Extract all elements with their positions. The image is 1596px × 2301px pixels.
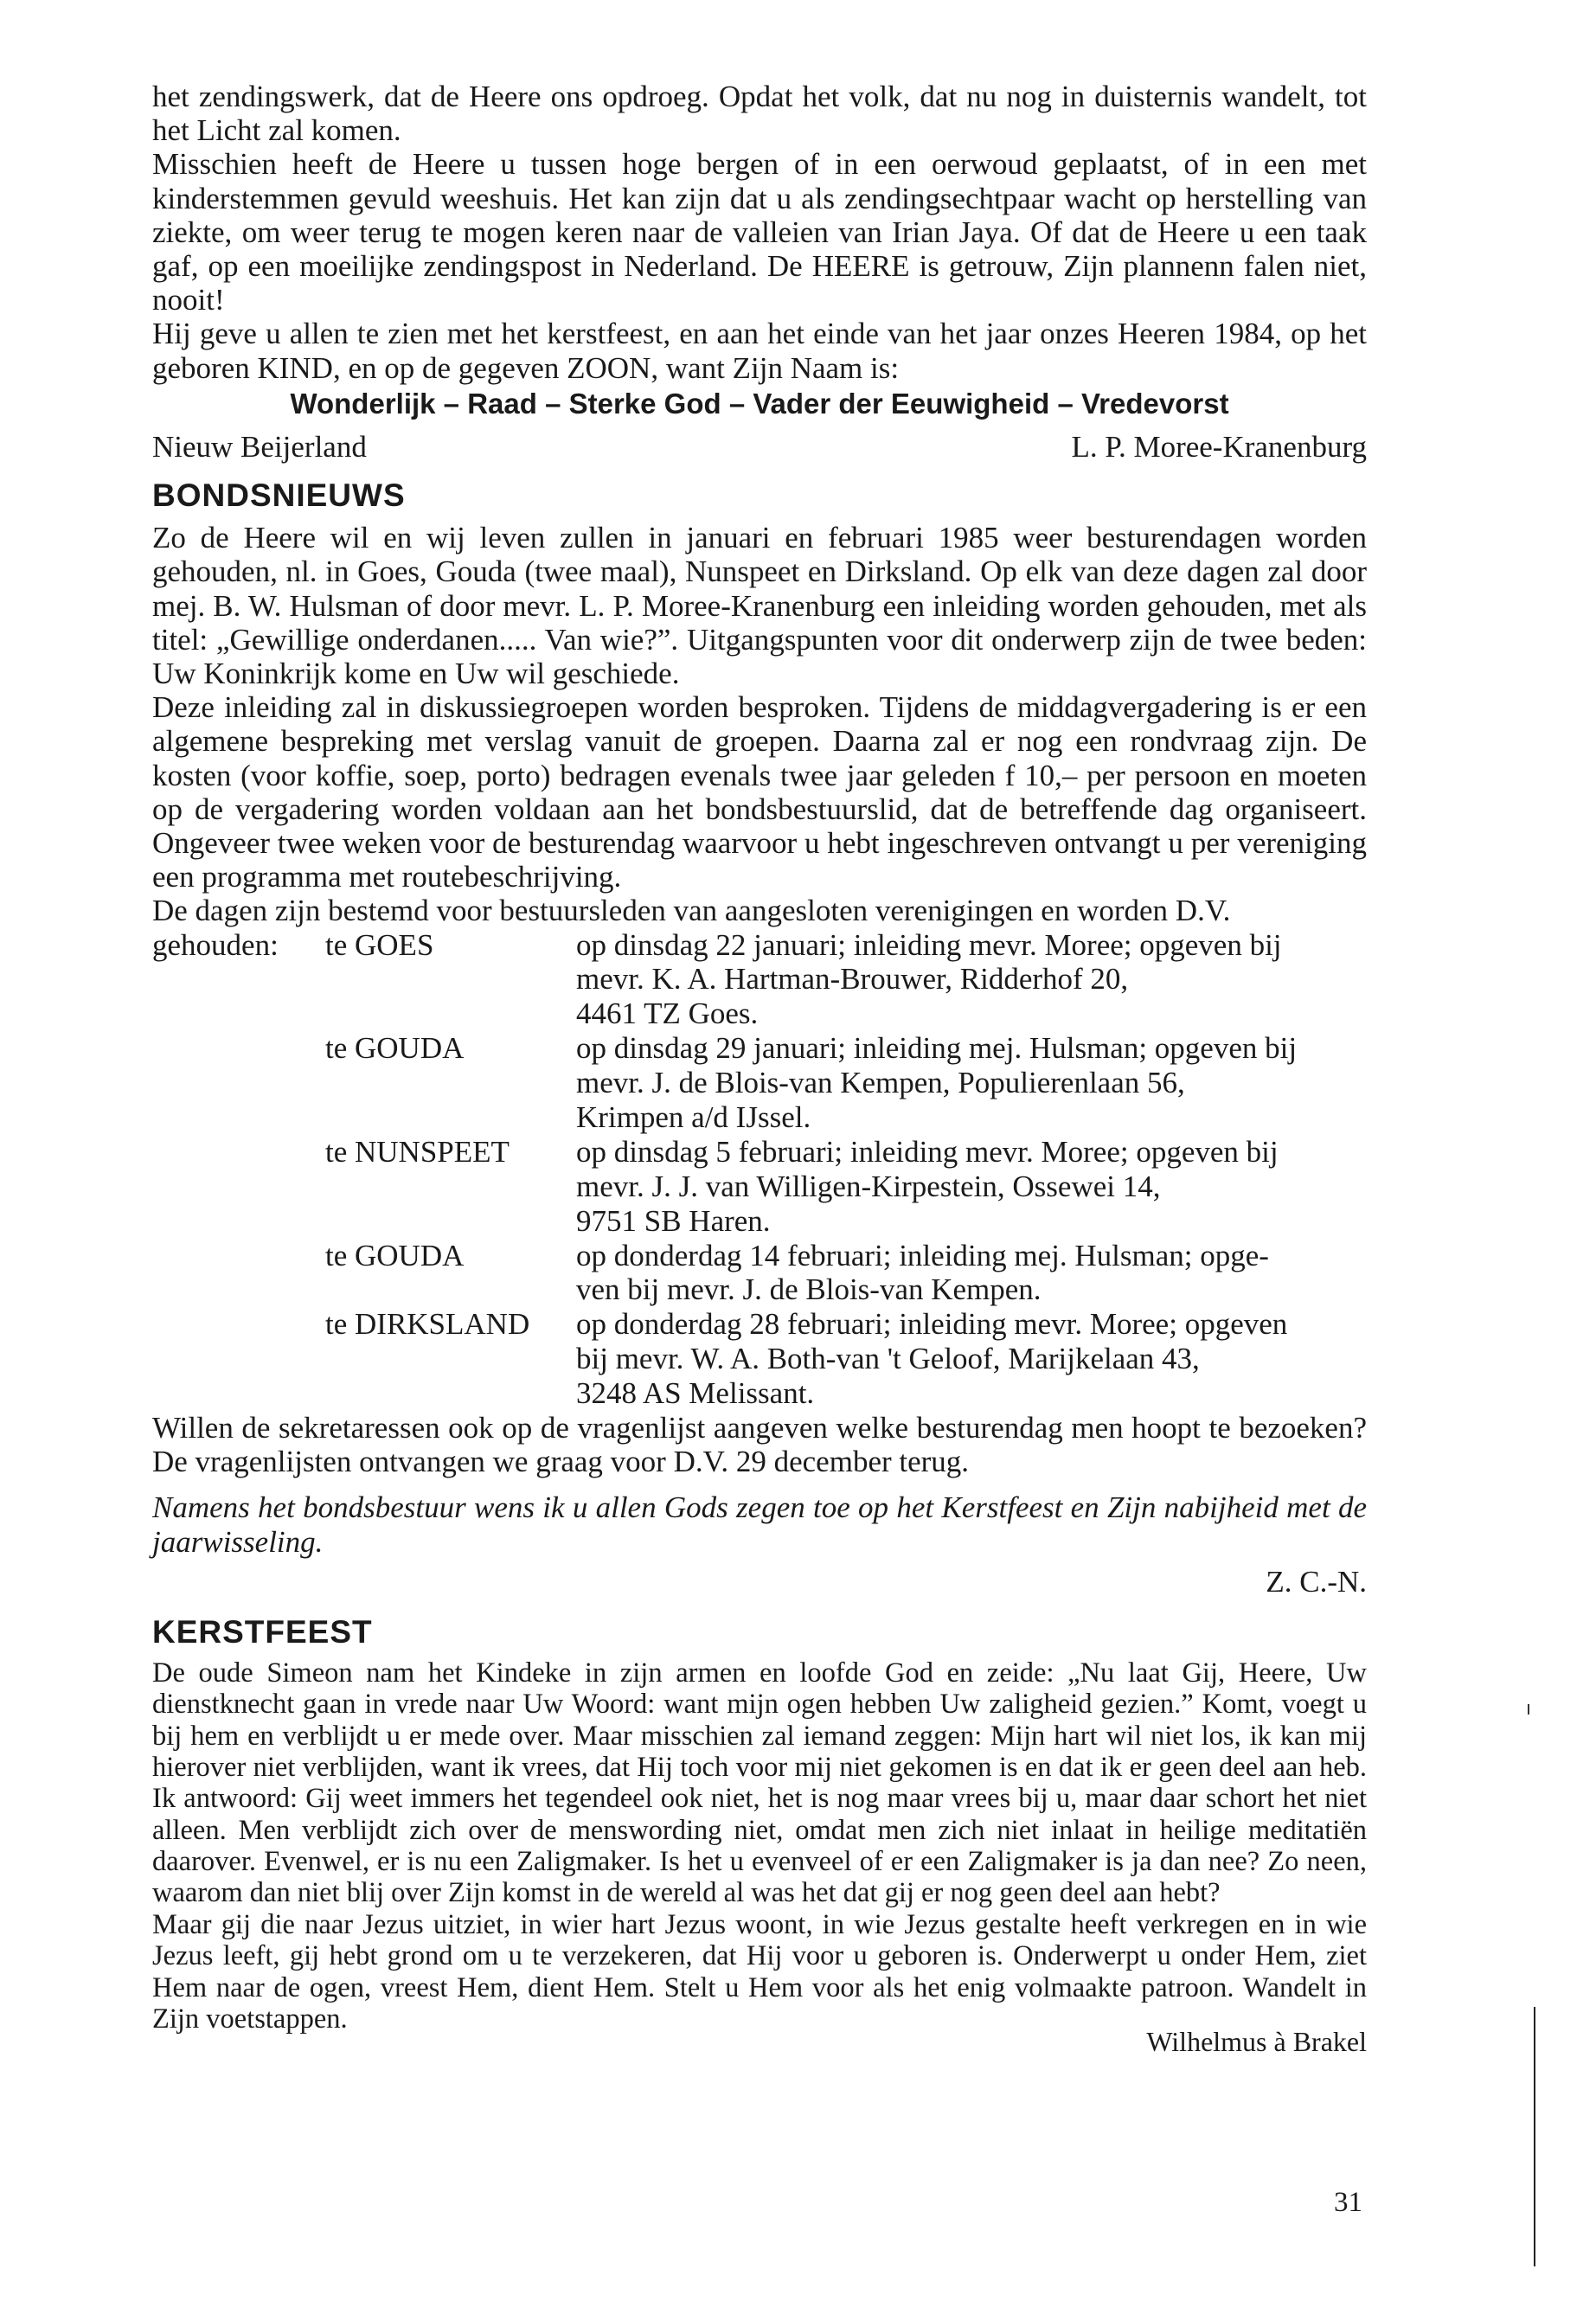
blessing-text: Namens het bondsbestuur wens ik u allen Gods zegen toe op het Kerstfeest en Zijn nabijheid met de jaarwisseling.: [152, 1490, 1367, 1559]
bondsnieuws-paragraph-4: Willen de sekretaressen ook op de vragenlijst aangeven welke besturendag men hoopt te bezoeken? De vragenlijsten ontvangen we graag voor D.V. 29 december terug.: [152, 1411, 1367, 1479]
bondsnieuws-paragraph-1: Zo de Heere wil en wij leven zullen in januari en februari 1985 weer besturendagen worden gehouden, nl. in Goes, Gouda (twee maal), Nunspeet en Dirksland. Op elk van deze dagen zal door mej. B. W. Hulsman of door mevr. L. P. Moree-Kranenburg een inleiding worden gehouden, met als titel: „Gewillige onderdanen..... Van wie?”. Uitgangspunten voor dit onderwerp zijn de twee beden: Uw Koninkrijk kome en Uw wil geschiede.: [152, 521, 1367, 691]
bondsnieuws-paragraph-2: Deze inleiding zal in diskussiegroepen worden besproken. Tijdens de middagvergadering is er een algemene bespreking met verslag vanuit de groepen. Daarna zal er nog een rondvraag zijn. De kosten (voor koffie, soep, porto) bedragen evenals twee jaar geleden f 10,– per persoon en moeten op de vergadering worden voldaan aan het bondsbestuurslid, dat de betreffende dag organiseert. Ongeveer twee weken voor de besturendag waarvoor u hebt ingeschreven ontvangt u per vereniging een programma met routebeschrijving.: [152, 690, 1367, 894]
page-number: 31: [1334, 2187, 1362, 2218]
signature-author: L. P. Moree-Kranenburg: [1071, 430, 1367, 465]
scan-mark: [1528, 1704, 1529, 1715]
kerstfeest-paragraph-2: Maar gij die naar Jezus uitziet, in wier hart Jezus woont, in wie Jezus gestalte heeft verkregen en in wie Jezus leeft, gij hebt grond om u te verzekeren, dat Hij voor u geboren is. Onderwerpt u onder Hem, ziet Hem naar de ogen, vreest Hem, dient Hem. Stelt u Hem voor als het enig volmaakte patroon. Wandelt in Zijn voetstappen.: [152, 1908, 1367, 2035]
intro-paragraph-3: Hij geve u allen te zien met het kerstfeest, en aan het einde van het jaar onzes Heeren 1984, op het geboren KIND, en op de gegeven ZOON, want Zijn Naam is:: [152, 317, 1367, 385]
kerstfeest-paragraph-1: De oude Simeon nam het Kindeke in zijn armen en loofde God en zeide: „Nu laat Gij, Heere, Uw dienstknecht gaan in vrede naar Uw Woord: want mijn ogen hebben Uw zaligheid gezien.” Komt, voegt u bij hem en verblijdt u er mede over. Maar misschien zal iemand zeggen: Mijn hart wil niet los, ik kan mij hierover niet verblijden, want ik vrees, dat Hij toch voor mij niet gekomen is en dat ik er geen deel aan heb. Ik antwoord: Gij weet immers het tegendeel ook niet, het is nog maar vrees bij u, maar daar schort het niet alleen. Men verblijdt zich over de menswording niet, omdat men zich niet inlaat in heilige meditatiën daarover. Evenwel, er is nu een Zaligmaker. Is het u evenveel of er een Zaligmaker is ja dan nee? Zo neen, waarom dan niet blij over Zijn komst in de wereld al was het dat gij er nog geen deel aan hebt?: [152, 1657, 1367, 1909]
kerstfeest-body: [152, 1657, 1367, 2035]
schedule-details: op donderdag 14 februari; inleiding mej. Hulsman; opge- ven bij mevr. J. de Blois-van Kempen.: [576, 1238, 1269, 1307]
bondsnieuws-heading: BONDSNIEUWS: [152, 478, 406, 514]
kerstfeest-heading: KERSTFEEST: [152, 1613, 373, 1650]
intro-paragraph-1: het zendingswerk, dat de Heere ons opdroeg. Opdat het volk, dat nu nog in duisternis wandelt, tot het Licht zal komen.: [152, 80, 1367, 148]
scan-edge-line: [1534, 2007, 1535, 2266]
schedule-place: te NUNSPEET: [325, 1134, 510, 1169]
schedule-details: op donderdag 28 februari; inleiding mevr. Moree; opgeven bij mevr. W. A. Both-van 't Geloof, Marijkelaan 43, 3248 AS Melissant.: [576, 1307, 1288, 1411]
schedule-gehouden: gehouden:: [152, 927, 279, 962]
signature-place: Nieuw Beijerland: [152, 430, 367, 465]
schedule-place: te GOUDA: [325, 1238, 465, 1272]
schedule-table: [152, 928, 1367, 1411]
page-content: [152, 80, 1367, 2058]
schedule-place: te GOES: [325, 927, 434, 962]
schedule-details: op dinsdag 5 februari; inleiding mevr. Moree; opgeven bij mevr. J. J. van Willigen-Kirpestein, Ossewei 14, 9751 SB Haren.: [576, 1134, 1279, 1238]
names-of-christ: Wonderlijk – Raad – Sterke God – Vader der Eeuwigheid – Vredevorst: [290, 387, 1229, 420]
intro-signature: [152, 429, 1367, 465]
schedule-details: op dinsdag 22 januari; inleiding mevr. Moree; opgeven bij mevr. K. A. Hartman-Brouwer, Ridderhof 20, 4461 TZ Goes.: [576, 927, 1282, 1031]
bondsnieuws-signature: Z. C.-N.: [1266, 1564, 1367, 1599]
schedule-place: te GOUDA: [325, 1031, 465, 1066]
intro-paragraph-2: Misschien heeft de Heere u tussen hoge bergen of in een oerwoud geplaatst, of in een met kinderstemmen gevuld weeshuis. Het kan zijn dat u als zendingsechtpaar wacht op herstelling van ziekte, om weer terug te mogen keren naar de valleien van Irian Jaya. Of dat de Heere u een taak gaf, op een moeilijke zendingspost in Nederland. De HEERE is getrouw, Zijn plannenn falen niet, nooit!: [152, 147, 1367, 317]
schedule-place: te DIRKSLAND: [325, 1307, 530, 1342]
schedule-details: op dinsdag 29 januari; inleiding mej. Hulsman; opgeven bij mevr. J. de Blois-van Kempen, Populierenlaan 56, Krimpen a/d IJssel.: [576, 1031, 1298, 1134]
bondsnieuws-paragraph-3: De dagen zijn bestemd voor bestuursleden van aangesloten verenigingen en worden D.V.: [152, 894, 1231, 928]
kerstfeest-author: Wilhelmus à Brakel: [1146, 2026, 1367, 2058]
